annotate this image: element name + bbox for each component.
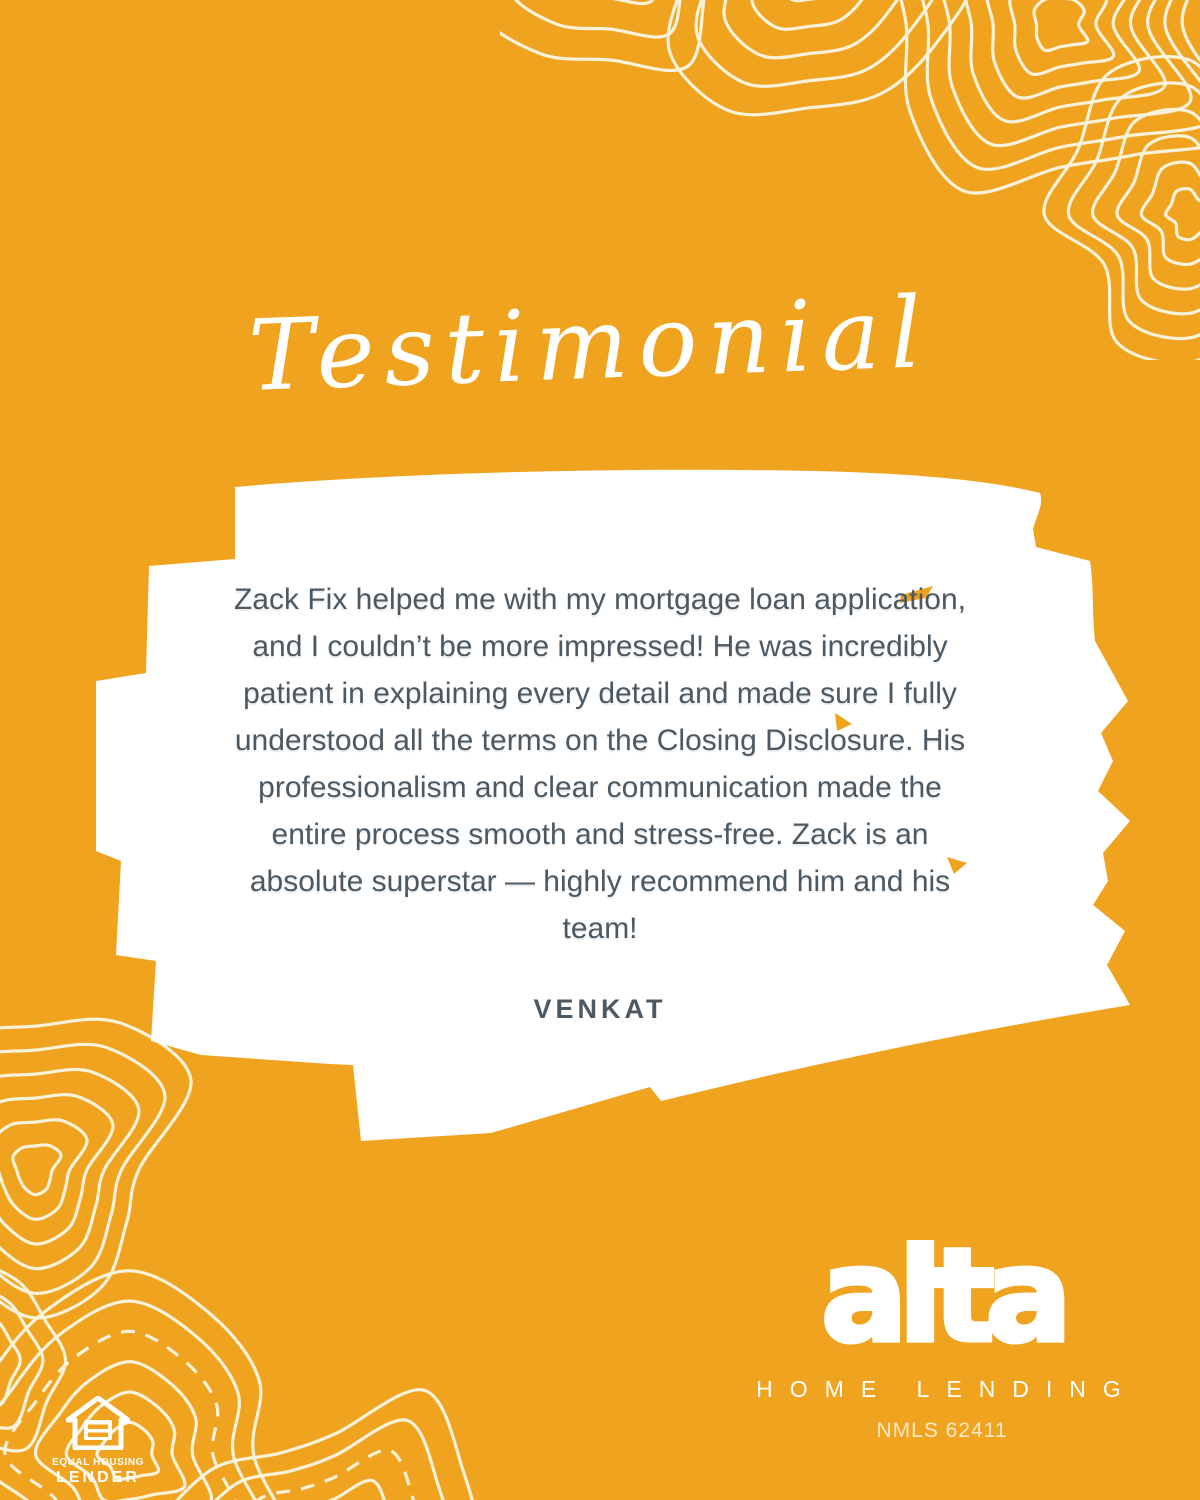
testimonial-attribution: VENKAT <box>533 994 667 1024</box>
lender-label: LENDER <box>56 1469 140 1486</box>
equal-housing-lender-badge <box>34 1396 162 1487</box>
brand-subtitle: HOME LENDING <box>756 1376 1138 1403</box>
equal-housing-house-icon <box>66 1396 130 1450</box>
equal-housing-label: EQUAL HOUSING <box>51 1457 145 1468</box>
testimonial-quote: Zack Fix helped me with my mortgage loan application, and I couldn’t be more impressed! He was incredibly patient in explaining every detail and made sure I fully understood all the terms on the Closing Disclosure. His professionalism and clear communication made the entire process smooth and stress-free. Zack is an absolute superstar — highly recommend him and his team! <box>233 583 966 945</box>
brand-logo-block <box>742 1222 1142 1443</box>
page-title: Testimonial <box>246 276 934 414</box>
nmls-number: NMLS 62411 <box>876 1419 1008 1443</box>
testimonial-block <box>225 576 975 1025</box>
alta-logo: alta <box>821 1222 1063 1371</box>
